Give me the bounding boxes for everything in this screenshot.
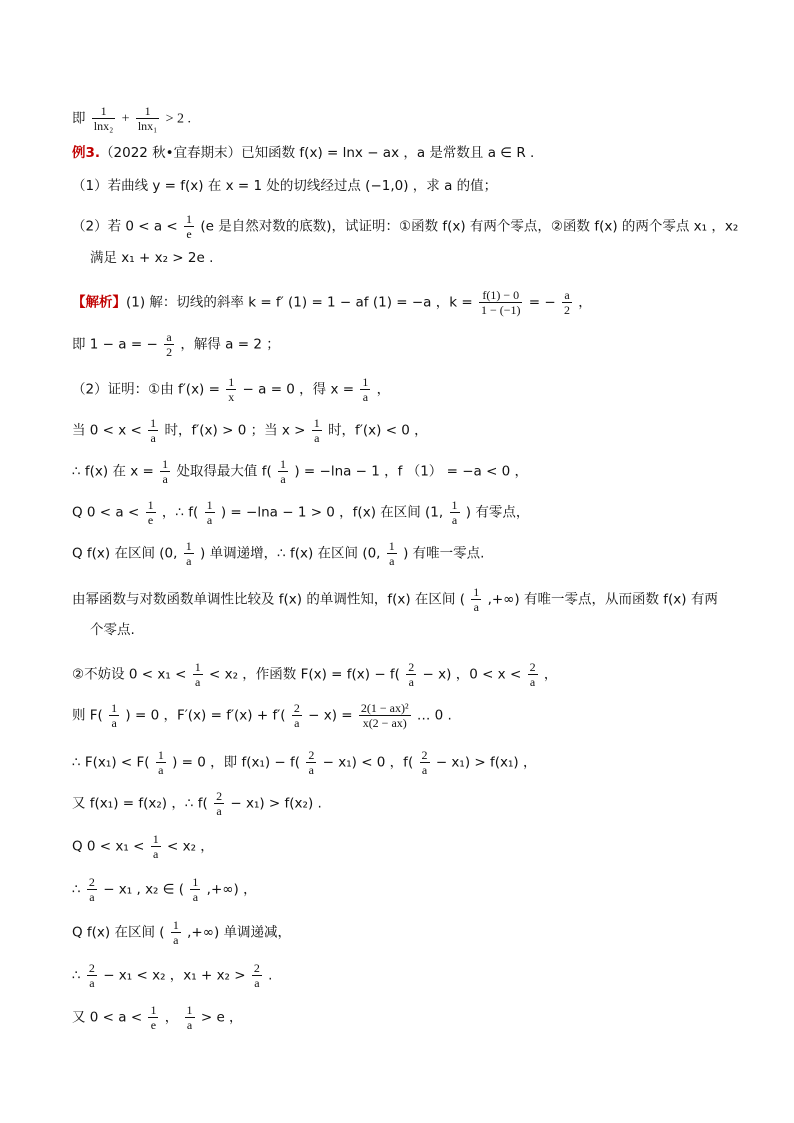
question-2-cont: 满足 x₁ + x₂ > 2e . xyxy=(90,250,214,266)
proof-line: ∴ $\frac{2}{a}$ − x₁ , x₂ ∈ ( $\frac{1}{a}$ ,+∞) ， xyxy=(72,875,257,904)
fraction: $\frac{2}{a}$ xyxy=(308,748,315,777)
fraction: $\frac{2}{a}$ xyxy=(529,660,536,689)
fraction: $\frac{1}{a}$ xyxy=(150,416,157,445)
fraction: $\frac{\text{2(1 − ax)²}}{x(2 - ax)}$ xyxy=(360,701,409,730)
fraction: $\frac{1}{a}$ xyxy=(152,832,159,861)
fraction: $\frac{1}{a}$ xyxy=(313,416,320,445)
proof-line: 当 0 < x < $\frac{1}{a}$ 时，f′(x) > 0 ；当 x > $\frac{1}{a}$ 时，f′(x) < 0 ， xyxy=(72,416,428,445)
fraction: $\frac{1}{a}$ xyxy=(206,498,213,527)
fraction: $\frac{1}{e}$ xyxy=(147,498,154,527)
fraction: $\frac{1}{a}$ xyxy=(451,498,458,527)
proof-line: ∴ $\frac{2}{a}$ − x₁ < x₂ ，x₁ + x₂ > $\frac{2}{a}$ . xyxy=(72,961,273,990)
example-heading xyxy=(72,147,534,161)
proof-line: 则 F( $\frac{1}{a}$ ) = 0 ，F′(x) = f′(x) + f′( $\frac{2}{a}$ − x) = $\frac{\text{2(1 − ax)²}}{x(2 - ax)}$ … 0 . xyxy=(72,701,452,730)
fraction: $\frac{2}{a}$ xyxy=(408,660,415,689)
proof-line: ∴ F(x₁) < F( $\frac{1}{a}$ ) = 0 ，即 f(x₁) − f( $\frac{2}{a}$ − x₁) < 0 ，f( $\frac{2}{a}$ − x₁) > f(x₁) ， xyxy=(72,748,537,777)
proof-line: 又 f(x₁) = f(x₂) ，∴ f( $\frac{2}{a}$ − x₁) > f(x₂) . xyxy=(72,789,322,818)
fraction: $\frac{1}{x}$ xyxy=(228,375,235,404)
proof-line: 个零点. xyxy=(90,622,135,638)
fraction: $\frac{a}{2}$ xyxy=(564,288,570,317)
proof-line: Q f(x) 在区间 ( $\frac{1}{a}$ ,+∞) 单调递减， xyxy=(72,918,292,947)
question-1: （1）若曲线 y = f(x) 在 x = 1 处的切线经过点 (−1,0) ，求 a 的值； xyxy=(72,178,498,194)
fraction: $\frac{2}{a}$ xyxy=(88,875,95,904)
fraction: $\frac{1}{a}$ xyxy=(473,585,480,614)
fraction: $\frac{2}{a}$ xyxy=(253,961,260,990)
question-2: （2）若 0 < a < $\frac{1}{e}$ (e 是自然对数的底数)，试证明：①函数 f(x) 有两个零点，②函数 f(x) 的两个零点 x₁ ，x₂ xyxy=(72,212,739,241)
fraction: $\frac{f(1) - 0}{1 - (-1)}$ xyxy=(480,288,521,317)
text: 即 xyxy=(72,110,86,127)
fraction: $\frac{1}{a}$ xyxy=(172,918,179,947)
fraction: $\frac{1}{a}$ xyxy=(194,660,201,689)
fraction: $\frac{1}{a}$ xyxy=(111,701,118,730)
proof-line: ∴ f(x) 在 x = $\frac{1}{a}$ 处取得最大值 f( $\frac{1}{a}$ ) = −lna − 1 ，f （1） = −a < 0 ， xyxy=(72,457,529,486)
proof-line: （2）证明：①由 f′(x) = $\frac{1}{x}$ − a = 0 ，得 x = $\frac{1}{a}$ ， xyxy=(72,375,391,404)
proof-line: 由幂函数与对数函数单调性比较及 f(x) 的单调性知，f(x) 在区间 ( $\frac{1}{a}$ ,+∞) 有唯一零点，从而函数 f(x) 有两 xyxy=(72,585,718,614)
fraction: $\frac{2}{a}$ xyxy=(421,748,428,777)
fraction: $\frac{2}{a}$ xyxy=(216,789,223,818)
fraction: $\frac{1}{a}$ xyxy=(186,1003,193,1032)
fraction: $\frac{1}{a}$ xyxy=(185,539,192,568)
fraction: $\frac{1}{e}$ xyxy=(150,1003,157,1032)
example-label: 例3. xyxy=(72,145,101,161)
fraction: $\frac{1}{a}$ xyxy=(192,875,199,904)
fraction: $\frac{2}{a}$ xyxy=(88,961,95,990)
proof-line: ②不妨设 0 < x₁ < $\frac{1}{a}$ < x₂ ，作函数 F(x) = f(x) − f( $\frac{2}{a}$ − x) ，0 < x < $\frac{2}{a}$ ， xyxy=(72,660,558,689)
solution-1: 【解析】(1) 解：切线的斜率 k = f′ (1) = 1 − af (1) = −a ，k = $\frac{f(1) - 0}{1 - (-1)}$ = − $\frac{a}{2}$ ， xyxy=(72,288,592,317)
solution-2: 即 1 − a = − $\frac{a}{2}$ ，解得 a = 2 ； xyxy=(72,330,280,359)
fraction: $\frac{a}{2}$ xyxy=(166,330,173,359)
fraction: $\frac{1}{\text{lnx₂}}$ xyxy=(93,104,114,133)
fraction: $\frac{1}{a}$ xyxy=(280,457,287,486)
fraction: $\frac{1}{a}$ xyxy=(388,539,395,568)
proof-line: Q 0 < x₁ < $\frac{1}{a}$ < x₂ ， xyxy=(72,832,214,861)
text-line: 即 $\frac{1}{\text{lnx₂}}$ + $\frac{1}{\text{lnx₁}}$ > 2 . xyxy=(72,104,192,133)
fraction: $\frac{2}{a}$ xyxy=(293,701,300,730)
solution-label: 【解析】 xyxy=(72,294,126,311)
proof-line: 又 0 < a < $\frac{1}{e}$ ， $\frac{1}{a}$ > e ， xyxy=(72,1003,243,1032)
proof-line: Q f(x) 在区间 (0, $\frac{1}{a}$ ) 单调递增，∴ f(x) 在区间 (0, $\frac{1}{a}$ ) 有唯一零点. xyxy=(72,539,485,568)
fraction: $\frac{1}{a}$ xyxy=(162,457,169,486)
fraction: $\frac{1}{a}$ xyxy=(157,748,164,777)
example-text: （2022 秋•宜春期末）已知函数 f(x) = lnx − ax ，a 是常数且 a ∈ R . xyxy=(100,145,535,161)
proof-line: Q 0 < a < $\frac{1}{e}$ ，∴ f( $\frac{1}{a}$ ) = −lna − 1 > 0 ，f(x) 在区间 (1, $\frac{1}{a}$ ) 有零点， xyxy=(72,498,530,527)
fraction: $\frac{1}{a}$ xyxy=(362,375,369,404)
fraction: $\frac{1}{\text{lnx₁}}$ xyxy=(137,104,158,133)
fraction: $\frac{1}{e}$ xyxy=(186,212,193,241)
